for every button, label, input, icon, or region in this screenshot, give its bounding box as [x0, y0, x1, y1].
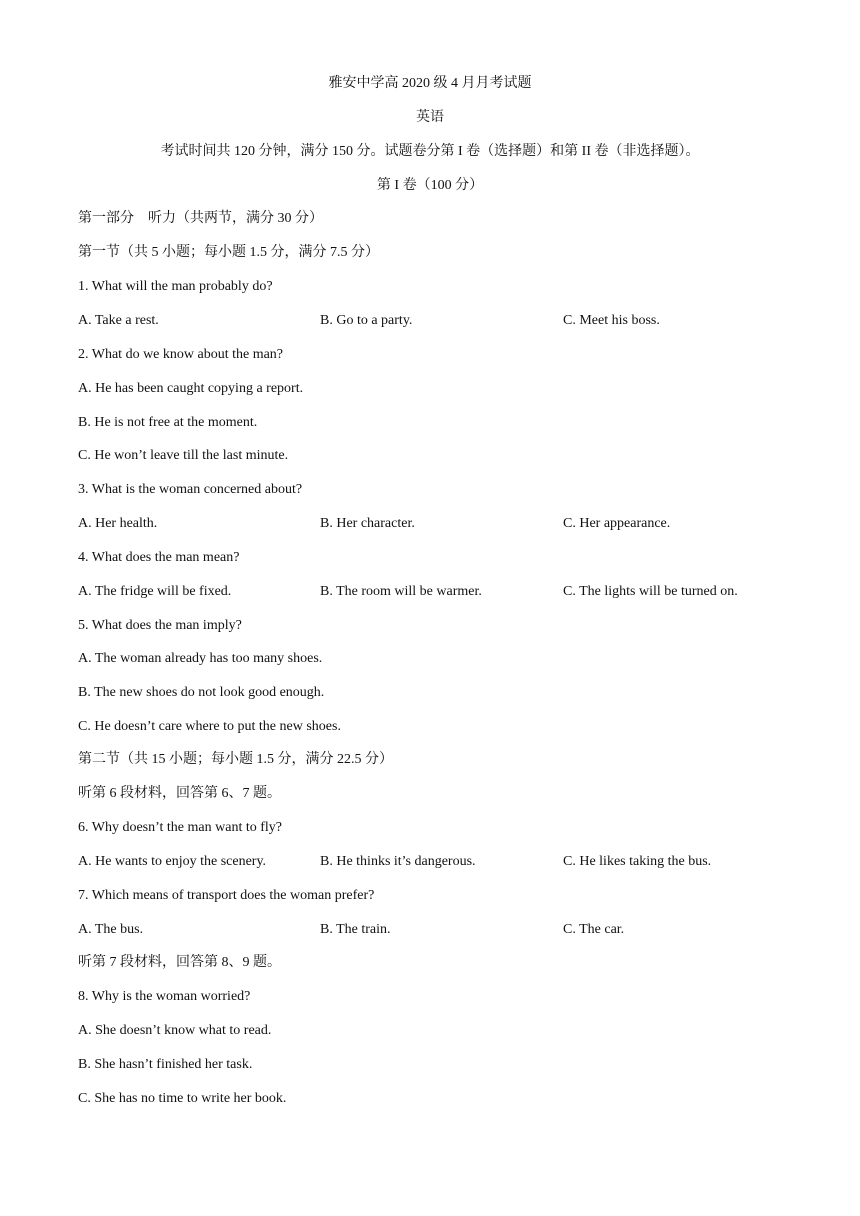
option-row — [78, 582, 838, 602]
part-heading: 第一部分 听力（共两节，满分 30 分） — [78, 211, 323, 226]
option-b: B. Go to a party. — [320, 313, 413, 328]
exam-title: 雅安中学高 2020 级 4 月月考试题 — [328, 76, 532, 91]
section-heading: 第一节（共 5 小题；每小题 1.5 分，满分 7.5 分） — [78, 245, 379, 260]
option-b: B. The room will be warmer. — [320, 584, 482, 599]
option-row — [78, 311, 838, 331]
option-c: C. Meet his boss. — [563, 313, 660, 328]
listening-instruction: 听第 7 段材料，回答第 8、9 题。 — [78, 955, 281, 970]
option-a: A. Her health. — [78, 516, 158, 531]
option-row — [78, 852, 838, 872]
volume-heading: 第 I 卷（100 分） — [376, 178, 484, 193]
option-b: B. The new shoes do not look good enough. — [78, 685, 325, 700]
subject-title: 英语 — [416, 110, 444, 125]
question-stem: 6. Why doesn’t the man want to fly? — [78, 820, 282, 835]
option-c: C. He likes taking the bus. — [563, 854, 712, 869]
question-stem: 7. Which means of transport does the woman prefer? — [78, 888, 375, 903]
option-c: C. The lights will be turned on. — [563, 584, 738, 599]
option-row — [78, 920, 838, 940]
option-c: C. He won’t leave till the last minute. — [78, 448, 289, 463]
question-stem: 2. What do we know about the man? — [78, 347, 284, 362]
option-c: C. He doesn’t care where to put the new shoes. — [78, 719, 341, 734]
question-stem: 5. What does the man imply? — [78, 618, 242, 633]
option-b: B. He thinks it’s dangerous. — [320, 854, 476, 869]
question-stem: 1. What will the man probably do? — [78, 279, 273, 294]
question-stem: 4. What does the man mean? — [78, 550, 240, 565]
section-heading: 第二节（共 15 小题；每小题 1.5 分，满分 22.5 分） — [78, 752, 393, 767]
option-a: A. The bus. — [78, 922, 144, 937]
question-stem: 8. Why is the woman worried? — [78, 989, 251, 1004]
option-a: A. He wants to enjoy the scenery. — [78, 854, 267, 869]
option-a: A. He has been caught copying a report. — [78, 381, 304, 396]
option-a: A. The fridge will be fixed. — [78, 584, 232, 599]
option-b: B. The train. — [320, 922, 391, 937]
question-stem: 3. What is the woman concerned about? — [78, 482, 303, 497]
listening-instruction: 听第 6 段材料，回答第 6、7 题。 — [78, 786, 281, 801]
option-b: B. She hasn’t finished her task. — [78, 1057, 253, 1072]
option-b: B. He is not free at the moment. — [78, 415, 258, 430]
option-c: C. The car. — [563, 922, 625, 937]
option-a: A. The woman already has too many shoes. — [78, 651, 323, 666]
exam-instructions: 考试时间共 120 分钟，满分 150 分。试题卷分第 I 卷（选择题）和第 II 卷（非选择题）。 — [160, 144, 700, 159]
option-c: C. Her appearance. — [563, 516, 671, 531]
option-a: A. She doesn’t know what to read. — [78, 1023, 272, 1038]
option-c: C. She has no time to write her book. — [78, 1091, 287, 1106]
option-row — [78, 514, 838, 534]
option-a: A. Take a rest. — [78, 313, 159, 328]
option-b: B. Her character. — [320, 516, 415, 531]
